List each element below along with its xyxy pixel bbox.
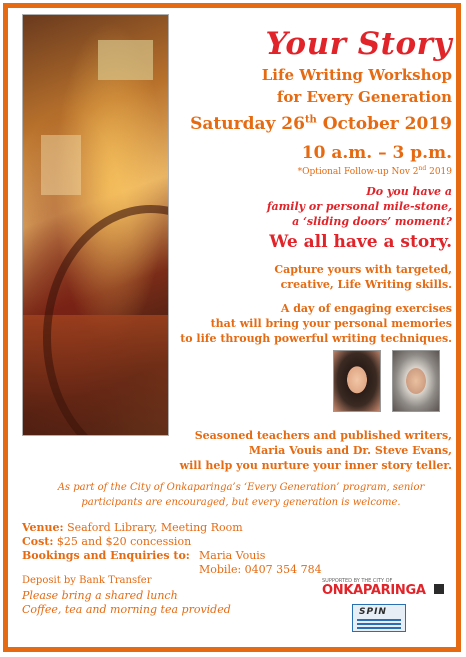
subtitle-line-2: for Every Generation [276,88,452,106]
contact-mobile: Mobile: 0407 354 784 [199,563,322,576]
tagline: We all have a story. [269,232,452,252]
contact-name: Maria Vouis [199,549,266,562]
onkaparinga-logo: SUPPORTED BY THE CITY OF ONKAPARINGA [322,578,444,600]
deposit-note: Deposit by Bank Transfer [22,575,152,586]
cost-line: Cost: $25 and $20 concession [22,535,192,548]
coffee-note: Coffee, tea and morning tea provided [22,603,231,616]
portrait-maria-vouis [333,350,381,412]
teachers-text: Seasoned teachers and published writers, Maria Vouis and Dr. Steve Evans, will help you nurture your inner story teller. [179,429,452,472]
subtitle-line-1: Life Writing Workshop [261,66,452,84]
venue-line: Venue: Seaford Library, Meeting Room [22,521,243,534]
flyer-title: Your Story [265,26,452,62]
council-note: As part of the City of Onkaparinga’s ‘Every Generation’ program, senior participants are encouraged, but every generation is welcome. [57,482,425,508]
portrait-steve-evans [392,350,440,412]
cafe-photo [22,14,169,436]
day-description: A day of engaging exercises that will bring your personal memories to life through powerful writing techniques. [180,302,452,345]
event-time: 10 a.m. – 3 p.m. [301,143,452,163]
question-text: Do you have a family or personal mile-stone, a ‘sliding doors’ moment? [266,185,452,228]
optional-followup: *Optional Follow-up Nov 2nd 2019 [297,165,452,177]
spin-logo: SPIN [352,604,406,632]
booking-label: Bookings and Enquiries to: [22,549,190,562]
capture-text: Capture yours with targeted, creative, Life Writing skills. [274,263,452,291]
lunch-note: Please bring a shared lunch [22,589,178,602]
event-date: Saturday 26th October 2019 [190,114,452,134]
